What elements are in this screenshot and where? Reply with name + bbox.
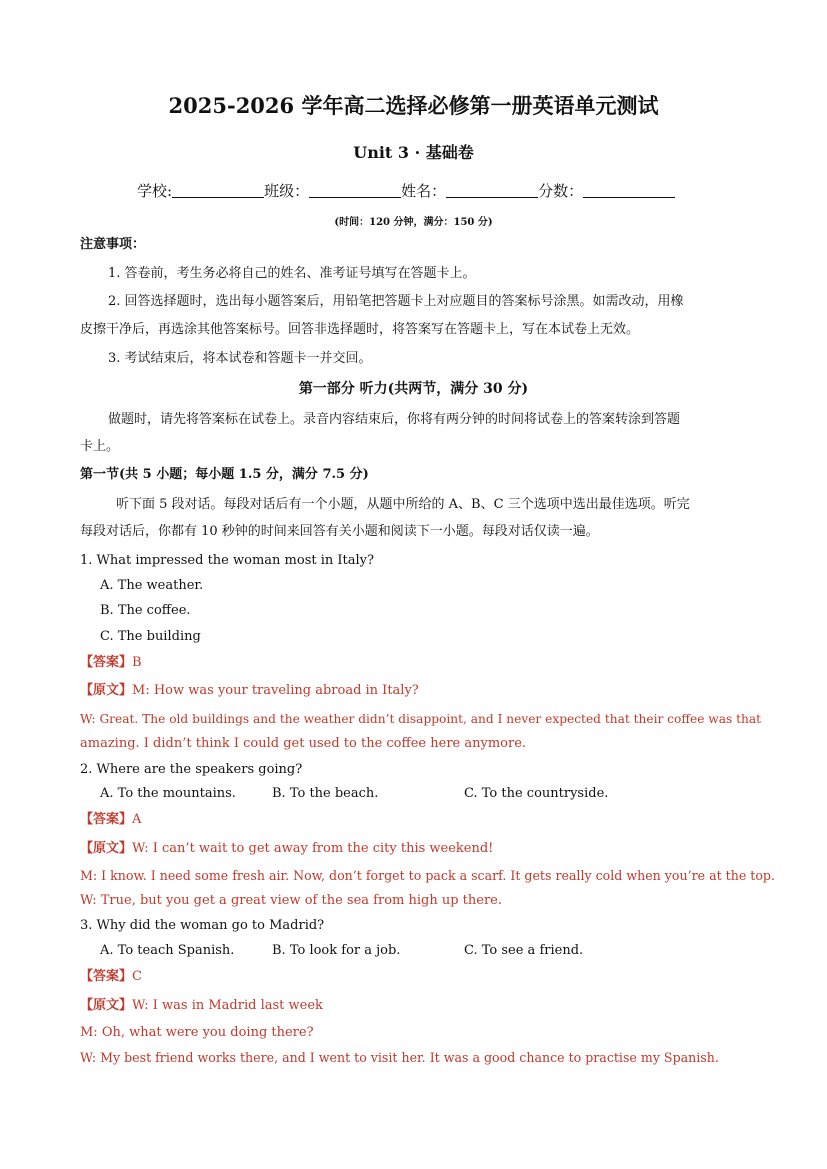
q1-answer <box>80 654 142 672</box>
q1-transcript-line-1: M: How was your traveling abroad in Italy? <box>132 683 419 698</box>
q3-transcript-line-3: W: My best friend works there, and I went to visit her. It was a good chance to practise my Spanish. <box>80 1050 719 1065</box>
question-2: 2. Where are the speakers going? <box>80 762 303 777</box>
question-1: 1. What impressed the woman most in Italy? <box>80 553 374 568</box>
answer-label: 【答案】 <box>80 655 133 670</box>
q1-answer-value: B <box>132 655 142 670</box>
transcript-label: 【原文】 <box>80 841 133 856</box>
part1-intro: 做题时，请先将答案标在试卷上。录音内容结束后，你将有两分钟的时间将试卷上的答案转涂到答题 <box>108 412 681 427</box>
q2-transcript-line-3: W: True, but you get a great view of the sea from high up there. <box>80 893 502 908</box>
exam-title: 2025-2026 学年高二选择必修第一册英语单元测试 <box>168 93 659 118</box>
class-blank[interactable] <box>309 183 401 198</box>
notice-item-3: 3. 考试结束后，将本试卷和答题卡一并交回。 <box>108 351 372 366</box>
q3-option-a: A. To teach Spanish. <box>100 943 235 958</box>
notice-item-2-cont: 皮擦干净后，再选涂其他答案标号。回答非选择题时，将答案写在答题卡上，写在本试卷上无效。 <box>80 322 640 337</box>
question-3: 3. Why did the woman go to Madrid? <box>80 918 325 933</box>
q1-transcript-line-2: W: Great. The old buildings and the weather didn’t disappoint, and I never expected that their coffee was that <box>80 712 762 726</box>
score-label: 分数： <box>538 182 584 200</box>
q3-option-b: B. To look for a job. <box>272 943 401 958</box>
q3-option-c: C. To see a friend. <box>464 943 584 958</box>
q3-transcript-line-2: M: Oh, what were you doing there? <box>80 1025 314 1040</box>
q2-transcript-line-2: M: I know. I need some fresh air. Now, don’t forget to pack a scarf. It gets really cold when you’re at the top. <box>80 868 775 883</box>
school-blank[interactable] <box>172 183 264 198</box>
class-label: 班级： <box>264 182 310 200</box>
notice-heading: 注意事项： <box>80 237 146 252</box>
time-note: (时间：120 分钟，满分：150 分) <box>334 217 493 228</box>
q2-transcript-1 <box>80 840 493 858</box>
section1-heading: 第一节(共 5 小题；每小题 1.5 分，满分 7.5 分) <box>80 467 369 482</box>
info-fields <box>137 181 675 201</box>
answer-label: 【答案】 <box>80 969 133 984</box>
notice-item-2: 2. 回答选择题时，选出每小题答案后，用铅笔把答题卡上对应题目的答案标号涂黑。如需改动，用橡 <box>108 294 684 309</box>
q3-answer <box>80 968 142 986</box>
q2-option-c: C. To the countryside. <box>464 786 609 801</box>
section1-intro-cont: 每段对话后，你都有 10 秒钟的时间来回答有关小题和阅读下一小题。每段对话仅读一遍。 <box>80 524 599 539</box>
answer-label: 【答案】 <box>80 812 133 827</box>
transcript-label: 【原文】 <box>80 683 133 698</box>
q1-transcript-line-3: amazing. I didn’t think I could get used to the coffee here anymore. <box>80 736 527 751</box>
part1-intro-cont: 卡上。 <box>80 439 120 454</box>
q2-transcript-line-1: W: I can’t wait to get away from the city this weekend! <box>132 841 494 856</box>
q3-transcript-line-1: W: I was in Madrid last week <box>132 998 323 1013</box>
q2-option-a: A. To the mountains. <box>100 786 236 801</box>
q2-option-b: B. To the beach. <box>272 786 379 801</box>
section1-intro: 听下面 5 段对话。每段对话后有一个小题，从题中所给的 A、B、C 三个选项中选出最佳选项。听完 <box>116 497 690 512</box>
notice-item-1: 1. 答卷前，考生务必将自己的姓名、准考证号填写在答题卡上。 <box>108 266 476 281</box>
q3-transcript-1 <box>80 997 323 1015</box>
name-blank[interactable] <box>446 183 538 198</box>
score-blank[interactable] <box>583 183 675 198</box>
q2-answer-value: A <box>132 812 142 827</box>
unit-subtitle: Unit 3 · 基础卷 <box>353 143 474 162</box>
q1-option-c: C. The building <box>100 629 201 644</box>
q3-answer-value: C <box>132 969 142 984</box>
name-label: 姓名： <box>401 182 447 200</box>
part1-heading: 第一部分 听力(共两节，满分 30 分) <box>298 381 529 397</box>
school-label: 学校: <box>137 182 173 200</box>
q1-transcript-1 <box>80 682 419 700</box>
q1-option-b: B. The coffee. <box>100 603 191 618</box>
q1-option-a: A. The weather. <box>100 578 204 593</box>
q2-answer <box>80 811 141 829</box>
transcript-label: 【原文】 <box>80 998 133 1013</box>
